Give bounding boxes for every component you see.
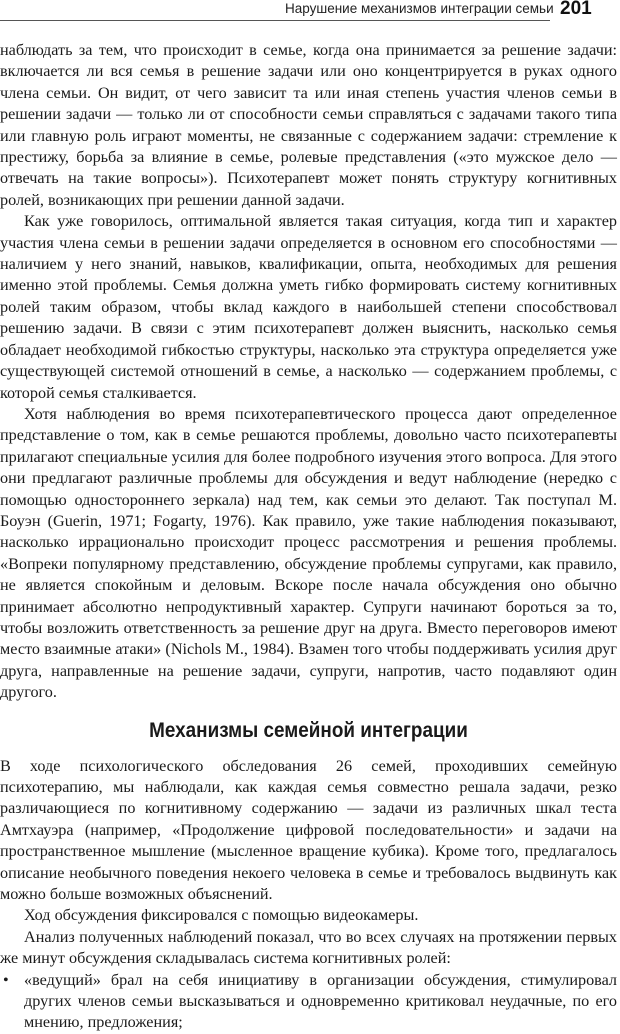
page-number: 201 [560, 0, 592, 19]
bullet-list [0, 970, 617, 1034]
paragraph: Хотя наблюдения во время психотерапевтического процесса дают определенное представление о том, как в семье решаются проблемы, довольно часто психотерапевты прилагают специальные усилия для более подробного изучения этого вопроса. Для этого они предлагают различные проблемы для обсуждения и ведут наблюдение (нередко с помощью одностороннего зеркала) над тем, как семьи это делают. Так поступал М. Боуэн (Guerin, 1971; Fogarty, 1976). Как правило, уже такие наблюдения показывают, насколько иррационально происходит процесс рассмотрения и решения проблемы. «Вопреки популярному представлению, обсуждение проблемы супругами, как правило, не является спокойным и деловым. Вскоре после начала обсуждения оно обычно принимает абсолютно непродуктивный характер. Супруги начинают бороться за то, чтобы возложить ответственность за решение друг на друга. Вместо переговоров имеют место взаимные атаки» (Nichols M., 1984). Взамен того чтобы поддерживать усилия друг друга, направленные на решение задачи, супруги, напротив, часто подавляют один другого. [0, 404, 617, 702]
running-header-title: Нарушение механизмов интеграции семьи [285, 1, 554, 16]
paragraph: В ходе психологического обследования 26 семей, проходивших семейную психотерапию, мы наблюдали, как каждая семья совместно решала задачи, резко различающиеся по когнитивному содержанию — задачи из различных шкал теста Амтхауэра (например, «Продолжение цифровой последовательности» и задачи на пространственное мышление (мысленное вращение кубика). Кроме того, предлагалось описание необычного поведения некоего человека в семье и требовалось выдвинуть как можно больше возможных объяснений. [0, 756, 617, 904]
running-header [0, 0, 620, 26]
section-heading: Механизмы семейной интеграции [149, 718, 468, 742]
paragraph: наблюдать за тем, что происходит в семье, когда она принимается за решение задачи: включается ли вся семья в решение задачи или оно концентрируется в руках одного члена семьи. Он видит, от чего зависит та или иная степень участия членов семьи в решении задачи — только ли от способности семьи справляться с задачами такого типа или главную роль играют моменты, не связанные с содержанием задачи: стремление к престижу, борьба за влияние в семье, ролевые представления («это мужское дело — отвечать на такие вопросы»). Психотерапевт может понять структуру когнитивных ролей, возникающих при решении данной задачи. [0, 41, 617, 209]
list-item-text: «ведущий» брал на себя инициативу в организации обсуждения, стимулировал других членов семьи высказываться и одновременно критиковал неудачные, по его мнению, предложения; [24, 970, 617, 1032]
page-body [0, 40, 617, 1034]
paragraph: Как уже говорилось, оптимальной является такая ситуация, когда тип и характер участия члена семьи в решении задачи определяется в основном его способностями — наличием у него знаний, навыков, квалификации, опыта, необходимых для решения именно этой проблемы. Семья должна уметь гибко формировать систему когнитивных ролей таким образом, чтобы вклад каждого в наибольшей степени способствовал решению задачи. В связи с этим психотерапевт должен выяснить, насколько семья обладает необходимой гибкостью структуры, насколько эта структура определяется уже существующей системой отношений в семье, а насколько — содержанием проблемы, с которой семья сталкивается. [0, 212, 617, 402]
header-rule [0, 20, 550, 21]
paragraph: Анализ полученных наблюдений показал, что во всех случаях на протяжении первых же минут обсуждения складывалась система когнитивных ролей: [0, 927, 617, 968]
paragraph: Ход обсуждения фиксировался с помощью видеокамеры. [24, 906, 419, 925]
list-item [0, 970, 617, 1034]
bullet-marker: • [3, 970, 9, 989]
